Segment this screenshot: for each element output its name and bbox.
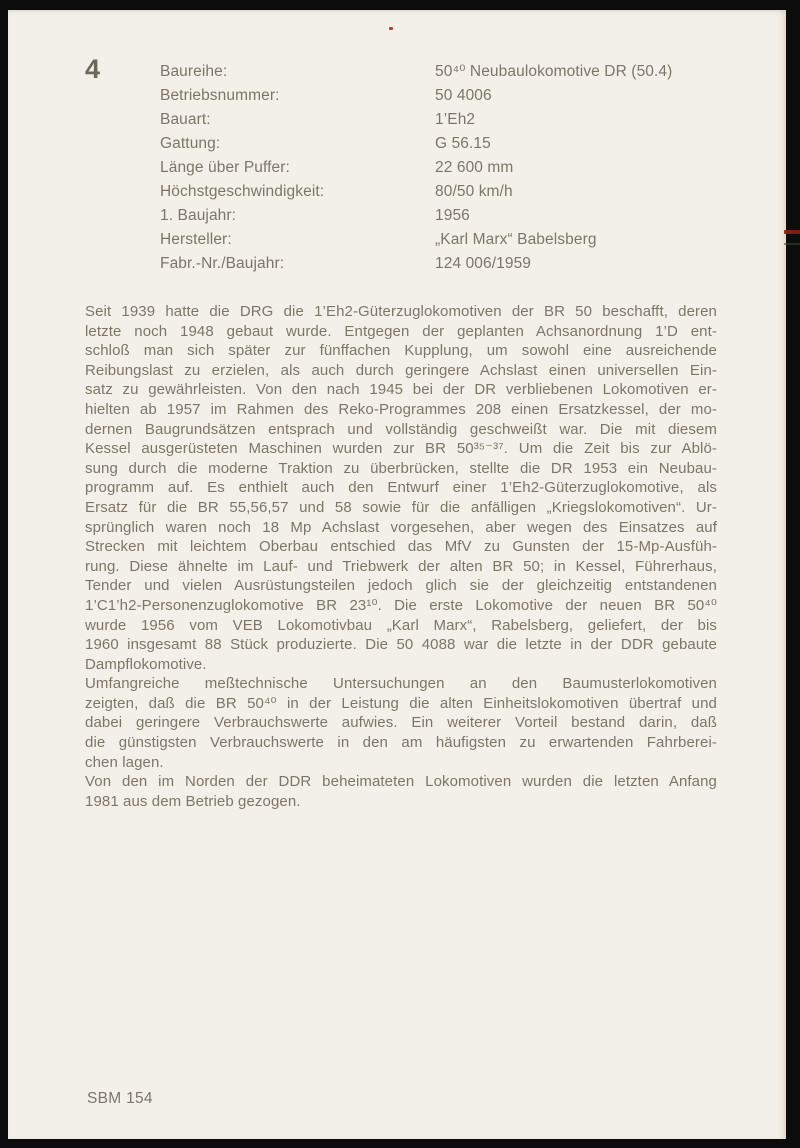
body-line: rung. Diese ähnelte im Lauf- und Triebwerk der alten BR 50; in Kessel, Führerhaus, — [85, 557, 717, 575]
body-line: hielten ab 1957 im Rahmen des Reko-Programmes 208 einen Ersatzkessel, der mo- — [85, 400, 717, 418]
body-line: dabei geringere Verbrauchswerte aufwies. Ein weiterer Vorteil bestand darin, daß — [85, 714, 717, 732]
body-line: 1’C1’h2-Personenzuglokomotive BR 23¹⁰. Die erste Lokomotive der neuen BR 50⁴⁰ — [85, 596, 717, 614]
spec-row — [160, 252, 672, 276]
body-line: sung durch die moderne Traktion zu überbrücken, stellte die DR 1953 ein Neubau- — [85, 459, 717, 477]
page-number: 4 — [85, 54, 101, 84]
body-line: Seit 1939 hatte die DRG die 1’Eh2-Güterzuglokomotiven der BR 50 beschafft, deren — [85, 303, 717, 320]
body-line: Reibungslast zu erzielen, als auch durch geringere Achslast einen universellen Ein- — [85, 361, 717, 379]
spec-row — [160, 60, 672, 84]
spec-label: Betriebsnummer: — [160, 87, 280, 104]
spec-label: 1. Baujahr: — [160, 207, 237, 224]
body-line: 1960 insgesamt 88 Stück produzierte. Die 50 4088 war die letzte in der DDR gebaute — [85, 636, 717, 654]
spec-value: 1956 — [435, 207, 470, 224]
spec-label: Länge über Puffer: — [160, 159, 290, 176]
body-paragraph — [85, 772, 717, 811]
spec-row — [160, 228, 672, 252]
spec-row — [160, 156, 672, 180]
body-line: chen lagen. — [85, 753, 164, 771]
body-text — [85, 302, 717, 811]
red-speck — [389, 27, 393, 30]
body-line: Ersatz für die BR 55,56,57 und 58 sowie für die anfälligen „Kriegslokomotiven“. Ur- — [85, 498, 717, 516]
spec-row — [160, 108, 672, 132]
spec-row — [160, 84, 672, 108]
spec-value: 50 4006 — [435, 87, 492, 104]
body-line: Dampflokomotive. — [85, 655, 207, 673]
spec-value: 124 006/1959 — [435, 255, 532, 272]
body-line: wurde 1956 vom VEB Lokomotivbau „Karl Marx“, Rabelsberg, geliefert, der bis — [85, 616, 717, 634]
spec-value: G 56.15 — [435, 135, 491, 152]
spec-label: Bauart: — [160, 111, 211, 128]
spec-value: 50⁴⁰ Neubaulokomotive DR (50.4) — [435, 63, 673, 80]
body-line: Umfangreiche meßtechnische Untersuchungen an den Baumusterlokomotiven — [85, 675, 717, 693]
card-page — [8, 10, 786, 1139]
body-line: letzte noch 1948 gebaut wurde. Entgegen der geplanten Achsanordnung 1’D ent- — [85, 322, 717, 340]
body-line: zeigten, daß die BR 50⁴⁰ in der Leistung die alten Einheitslokomotiven übertraf und — [85, 694, 717, 712]
body-line: Von den im Norden der DDR beheimateten Lokomotiven wurden die letzten Anfang — [85, 773, 717, 791]
body-line: schloß man sich später zur fünffachen Kupplung, um sowohl eine ausreichende — [85, 342, 717, 360]
spec-table — [160, 60, 672, 276]
spec-value: 80/50 km/h — [435, 183, 513, 200]
spec-row — [160, 132, 672, 156]
spec-label: Baureihe: — [160, 63, 228, 80]
spec-value: 1’Eh2 — [435, 111, 476, 128]
body-line: sprünglich waren noch 18 Mp Achslast vorgesehen, aber wegen des Einsatzes auf — [85, 518, 717, 536]
body-line: Strecken mit leichtem Oberbau entschied das MfV zu Gunsten der 15-Mp-Ausfüh- — [85, 538, 717, 556]
green-edge-mark — [784, 243, 800, 245]
body-line: Kessel ausgerüsteten Maschinen wurden zur BR 50³⁵⁻³⁷. Um die Zeit bis zur Ablö- — [85, 440, 717, 458]
body-line: Tender und vielen Ausrüstungsteilen jedoch glich sie der gleichzeitig entstandenen — [85, 577, 717, 595]
spec-row — [160, 180, 672, 204]
spec-value: 22 600 mm — [435, 159, 514, 176]
catalog-number: SBM 154 — [87, 1090, 153, 1107]
body-line: satz zu gewährleisten. Von den nach 1945 bei der DR verbliebenen Lokomotiven er- — [85, 381, 717, 399]
body-paragraph — [85, 674, 717, 772]
spec-row — [160, 204, 672, 228]
spec-label: Höchstgeschwindigkeit: — [160, 183, 325, 200]
spec-value: „Karl Marx“ Babelsberg — [435, 231, 597, 248]
red-edge-mark — [784, 230, 800, 234]
spec-label: Gattung: — [160, 135, 221, 152]
body-line: die günstigsten Verbrauchswerte in den am häufigsten zu erwartenden Fahrberei- — [85, 734, 717, 752]
body-line: programm auf. Es enthielt auch den Entwurf einer 1’Eh2-Güterzuglokomotive, als — [85, 479, 717, 497]
body-paragraph — [85, 302, 717, 674]
spec-label: Fabr.-Nr./Baujahr: — [160, 255, 285, 272]
body-line: 1981 aus dem Betrieb gezogen. — [85, 792, 301, 810]
spec-label: Hersteller: — [160, 231, 232, 248]
body-line: dernen Baugrundsätzen entsprach und vollständig geschweißt war. Die mit diesem — [85, 420, 717, 438]
